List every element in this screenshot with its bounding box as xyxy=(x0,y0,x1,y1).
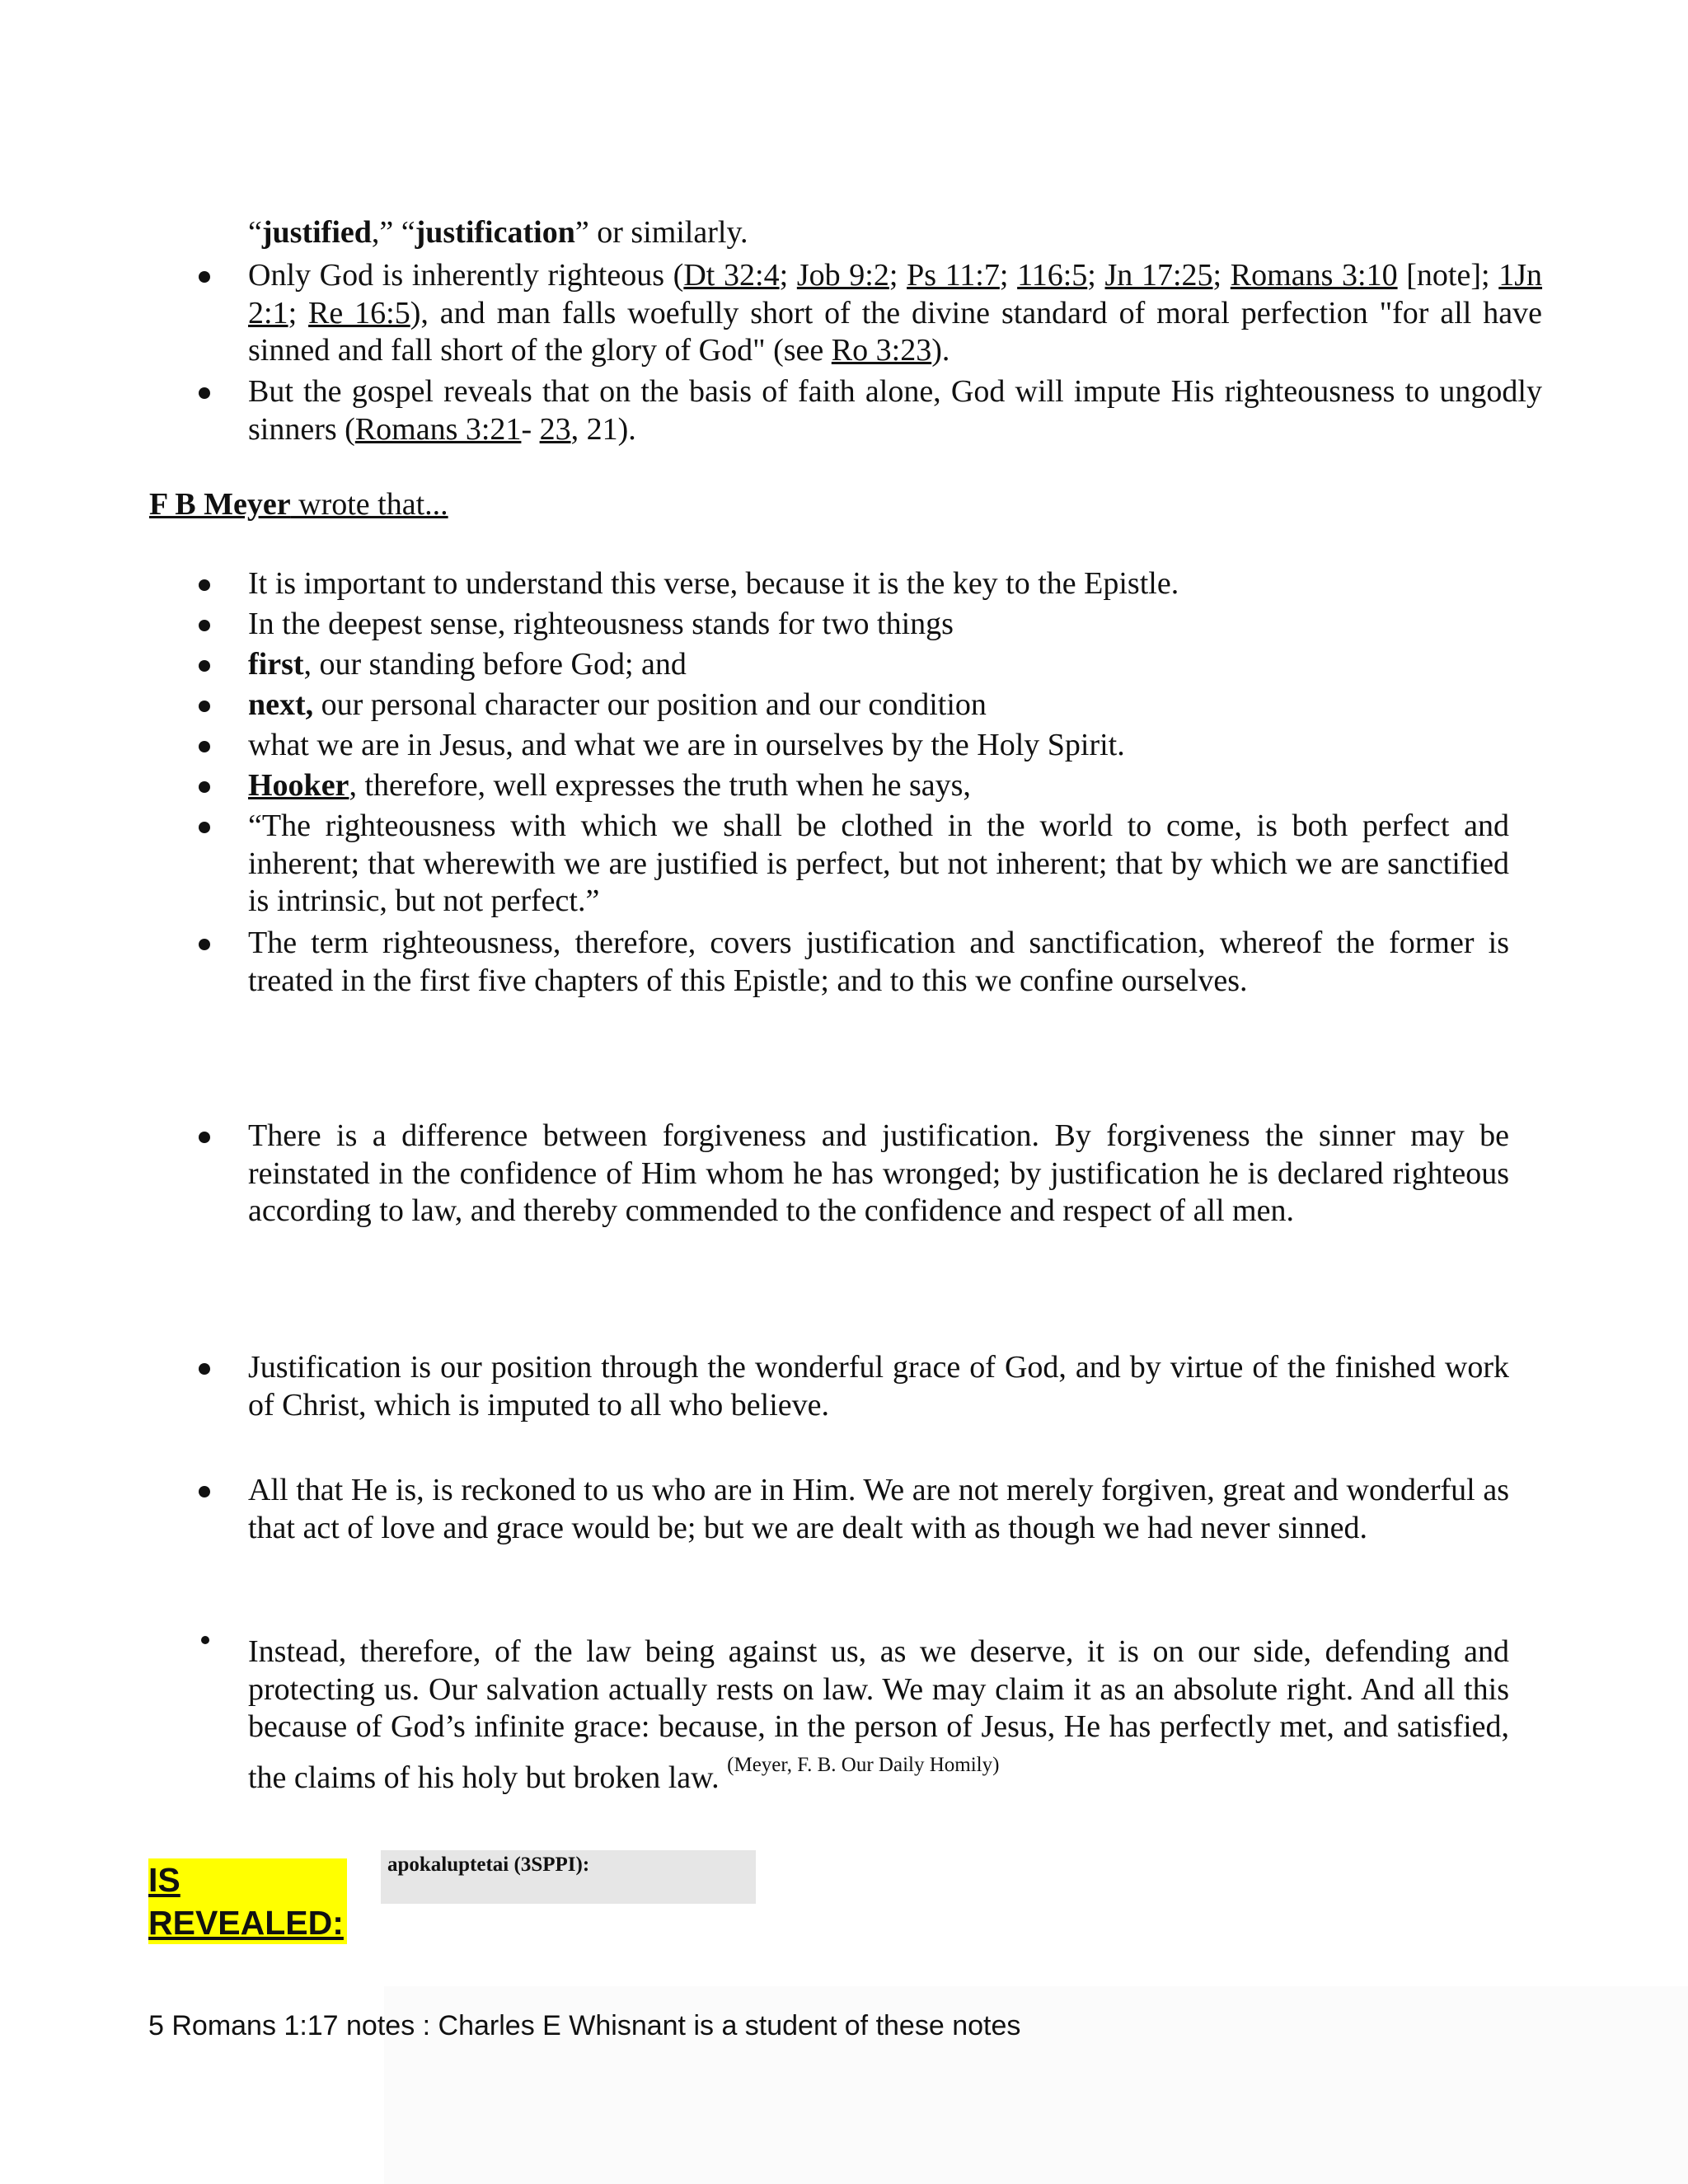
bold-first: first xyxy=(248,647,304,682)
sep: - xyxy=(521,411,540,447)
revealed-label: IS REVEALED: xyxy=(148,1858,347,1944)
list-item-term-righteousness: The term righteousness, therefore, covers justification and sanctification, whereof the former is treated in the first five chapters of this Epistle; and to this we confine ourselves. xyxy=(248,926,1509,998)
ref-link[interactable]: Re 16:5 xyxy=(308,295,410,330)
bullet-dot xyxy=(199,781,210,793)
bullet-dot xyxy=(199,741,210,752)
meyer-heading-rest: wrote that... xyxy=(290,487,448,522)
ref-link[interactable]: Romans 3:21 xyxy=(354,411,522,447)
meyer-name: F B Meyer xyxy=(149,487,291,522)
bullet-dot xyxy=(199,660,210,672)
text: , our standing before God; and xyxy=(303,647,687,682)
list-item-hooker-quote: “The righteousness with which we shall be clothed in the world to come, is both perfect and inherent; that wherewith we are justified is perfect, but not inherent; that by which we are sanctified is intrinsic, but not perfect.” xyxy=(248,808,1509,918)
sep: ; xyxy=(1087,258,1105,293)
hooker-link[interactable]: Hooker xyxy=(248,768,349,803)
text: ). xyxy=(931,333,950,368)
bullet-dot xyxy=(199,387,210,399)
quote-open: “ xyxy=(248,215,262,250)
ref-link[interactable]: 1Jn 2:1 xyxy=(248,258,1543,330)
bullet-dot xyxy=(199,1132,210,1143)
list-item-gospel-reveals xyxy=(248,373,1542,448)
paragraph-forgiveness: There is a difference between forgiveness and justification. By forgiveness the sinner may be reinstated in the confidence of Him whom he has wronged; by justification he is declared righteous according to law, and thereby commended to the confidence and respect of all men. xyxy=(248,1118,1509,1228)
word-justified: justified xyxy=(261,215,372,250)
ref-link[interactable]: 23 xyxy=(539,411,571,447)
text: Instead, therefore, of the law being against us, as we deserve, it is on our side, defending and protecting us. Our salvation actually rests on law. We may claim it as an absolute right. And all this because of God’s infinite grace: because, in the person of Jesus, He has perfectly met, and satisfied, the claims of his holy but broken law. xyxy=(248,1634,1509,1795)
paragraph-law xyxy=(248,1633,1509,1797)
bold-next: next, xyxy=(248,687,314,722)
ref-link[interactable]: Ro 3:23 xyxy=(831,333,932,368)
sep: ; xyxy=(889,258,907,293)
quote-close: ” or similarly. xyxy=(574,215,748,250)
sep: ; xyxy=(779,258,797,293)
text: But the gospel reveals that on the basis of faith alone, God will impute His righteousness to ungodly sinners ( xyxy=(248,374,1542,447)
text: ), and man falls woefully short of the divine standard of moral perfection "for all have sinned and fall short of the glory of God" (see xyxy=(248,295,1542,368)
list-item xyxy=(248,687,1542,724)
ref-link[interactable]: Ps 11:7 xyxy=(907,258,1000,293)
paragraph-reckoned: All that He is, is reckoned to us who are in Him. We are not merely forgiven, great and wonderful as that act of love and grace would be; but we are dealt with as though we had never sinned. xyxy=(248,1473,1509,1545)
bullet-dot xyxy=(199,701,210,712)
bullet-dot xyxy=(199,1363,210,1375)
citation: (Meyer, F. B. Our Daily Homily) xyxy=(727,1753,1000,1776)
text: , therefore, well expresses the truth when he says, xyxy=(349,768,971,803)
bullet-dot xyxy=(199,579,210,591)
list-item: In the deepest sense, righteousness stands for two things xyxy=(248,607,954,641)
sep: ; xyxy=(999,258,1018,293)
ref-link[interactable]: 116:5 xyxy=(1017,258,1088,293)
list-item: what we are in Jesus, and what we are in ourselves by the Holy Spirit. xyxy=(248,728,1125,762)
ref-link[interactable]: Job 9:2 xyxy=(796,258,889,293)
sep: ; xyxy=(288,295,309,330)
list-item: It is important to understand this verse, because it is the key to the Epistle. xyxy=(248,566,1179,601)
bullet-dot xyxy=(201,1636,209,1644)
bullet-dot xyxy=(199,271,210,283)
text: our personal character our position and our condition xyxy=(313,687,987,722)
bullet-dot xyxy=(199,620,210,631)
paragraph-position: Justification is our position through the wonderful grace of God, and by virtue of the finished work of Christ, which is imputed to all who believe. xyxy=(248,1350,1509,1422)
quote-mid: ,” “ xyxy=(371,215,415,250)
bullet-dot xyxy=(199,1486,210,1497)
greek-term: apokaluptetai (3SPPI): xyxy=(381,1850,756,1904)
sep: [note]; xyxy=(1397,258,1499,293)
list-item-inherent-righteousness xyxy=(248,257,1542,370)
list-item xyxy=(248,646,1542,684)
bullet-dot xyxy=(199,822,210,833)
ref-link[interactable]: Jn 17:25 xyxy=(1104,258,1213,293)
continuation-line xyxy=(248,214,1542,252)
text: Only God is inherently righteous ( xyxy=(248,258,684,293)
bullet-dot xyxy=(199,939,210,950)
meyer-heading xyxy=(149,486,448,523)
page-footer: 5 Romans 1:17 notes : Charles E Whisnant is a student of these notes xyxy=(148,2010,1021,2041)
list-item xyxy=(248,767,1542,805)
sep: ; xyxy=(1212,258,1231,293)
ref-link[interactable]: Romans 3:10 xyxy=(1230,258,1398,293)
text: , 21). xyxy=(570,411,636,447)
word-justification: justification xyxy=(415,215,575,250)
ref-link[interactable]: Dt 32:4 xyxy=(683,258,780,293)
